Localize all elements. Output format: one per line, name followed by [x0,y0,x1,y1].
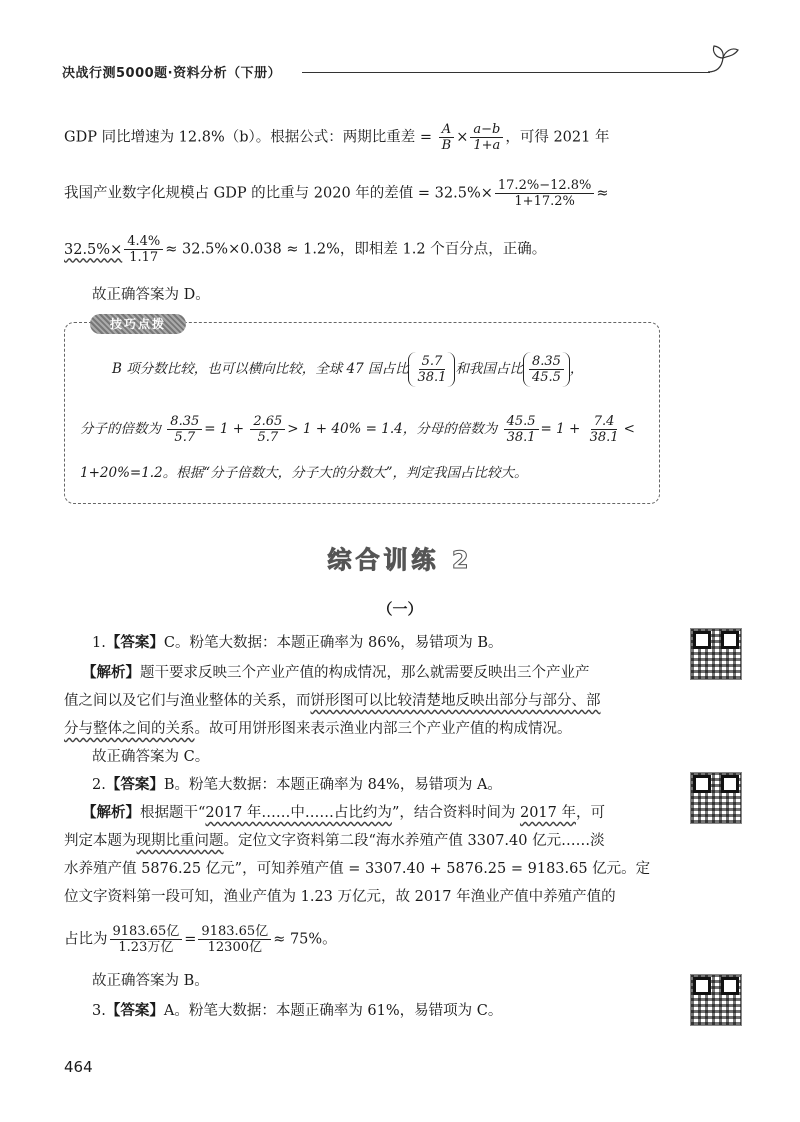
q2-analysis-4: 位文字资料第一段可知，渔业产值为 1.23 万亿元，故 2017 年渔业产值中养殖产值的 [64,889,616,905]
qr-code-icon[interactable] [690,772,742,824]
fraction: $\frac{a-b}{1+a}$ [470,122,503,153]
q1-final: 故正确答案为 C。 [92,749,210,765]
tip-tag: 技巧点拨 [90,314,186,334]
fraction: $\frac{A}{B}$ [439,122,455,153]
section-subtitle: （一） [377,600,423,618]
fraction: $\frac{17.2\%-12.8\%}{1+17.2\%}$ [495,178,595,209]
fraction: $\frac{4.4\%}{1.17}$ [124,234,163,265]
qr-code-icon[interactable] [690,974,742,1026]
q1-analysis-2: 值之间以及它们与渔业整体的关系，而饼形图可以比较清楚地反映出部分与部分、部 [64,693,601,709]
q2-answer-line: 2.【答案】B。粉笔大数据：本题正确率为 84%，易错项为 A。 [92,776,502,793]
q3-answer-line: 3.【答案】A。粉笔大数据：本题正确率为 61%，易错项为 C。 [92,1002,503,1019]
qr-code-icon[interactable] [690,628,742,680]
intro-line-2: 我国产业数字化规模占 GDP 的比重与 2020 年的差值 = 32.5%× $\frac{17.2\%-12.8\%}{1+17.2\%}$ ≈ [64,178,609,209]
q2-analysis-2: 判定本题为现期比重问题。定位文字资料第二段“海水养殖产值 3307.40 亿元……淡 [64,833,605,849]
page-number: 464 [64,1058,93,1076]
q2-analysis-3: 水养殖产值 5876.25 亿元”，可知养殖产值 = 3307.40 + 5876.25 = 9183.65 亿元。定 [64,861,651,877]
q1-analysis-1: 【解析】题干要求反映三个产业产值的构成情况，那么就需要反映出三个产业产 [82,664,590,681]
tip-line-2: 分子的倍数为 $\frac{8.35}{5.7}$ = 1 + $\frac{2.65}{5.7}$ > 1 + 40% = 1.4，分母的倍数为 $\frac{45.5}{38.1}$ = 1 + $\frac{7.4}{38.1}$ < [80,414,635,445]
q2-analysis-1: 【解析】根据题干“2017 年……中……占比约为”，结合资料时间为 2017 年，可 [82,804,605,821]
q2-final: 故正确答案为 B。 [92,973,209,989]
tip-line-1: B 项分数比较，也可以横向比较，全球 47 国占比 $\frac{5.7}{38.1}$ 和我国占比 $\frac{8.35}{45.5}$ ， [112,354,584,385]
q1-answer-line: 1.【答案】C。粉笔大数据：本题正确率为 86%，易错项为 B。 [92,634,503,651]
header-rule [302,72,710,73]
intro-line-1: GDP 同比增速为 12.8%（b）。根据公式：两期比重差 = $\frac{A}{B}$ × $\frac{a-b}{1+a}$ ，可得 2021 年 [64,122,610,153]
running-header: 决战行测5000题·资料分析（下册） [62,66,282,81]
section-title: 综合训练 2 [327,546,473,574]
tip-line-3: 1+20%=1.2。根据“分子倍数大，分子大的分数大”，判定我国占比较大。 [80,465,528,481]
q1-analysis-3: 分与整体之间的关系。故可用饼形图来表示渔业内部三个产业产值的构成情况。 [64,721,572,737]
intro-answer: 故正确答案为 D。 [92,287,210,303]
intro-line-3: 32.5%× $\frac{4.4\%}{1.17}$ ≈ 32.5%×0.038 ≈ 1.2%，即相差 1.2 个百分点，正确。 [64,234,547,265]
leaf-icon [706,44,740,74]
q2-analysis-5: 占比为 $\frac{\text{9183.65亿}}{\text{1.23万亿}}$ = $\frac{\text{9183.65亿}}{\text{12300亿}}$ ≈ 75%。 [64,924,337,955]
